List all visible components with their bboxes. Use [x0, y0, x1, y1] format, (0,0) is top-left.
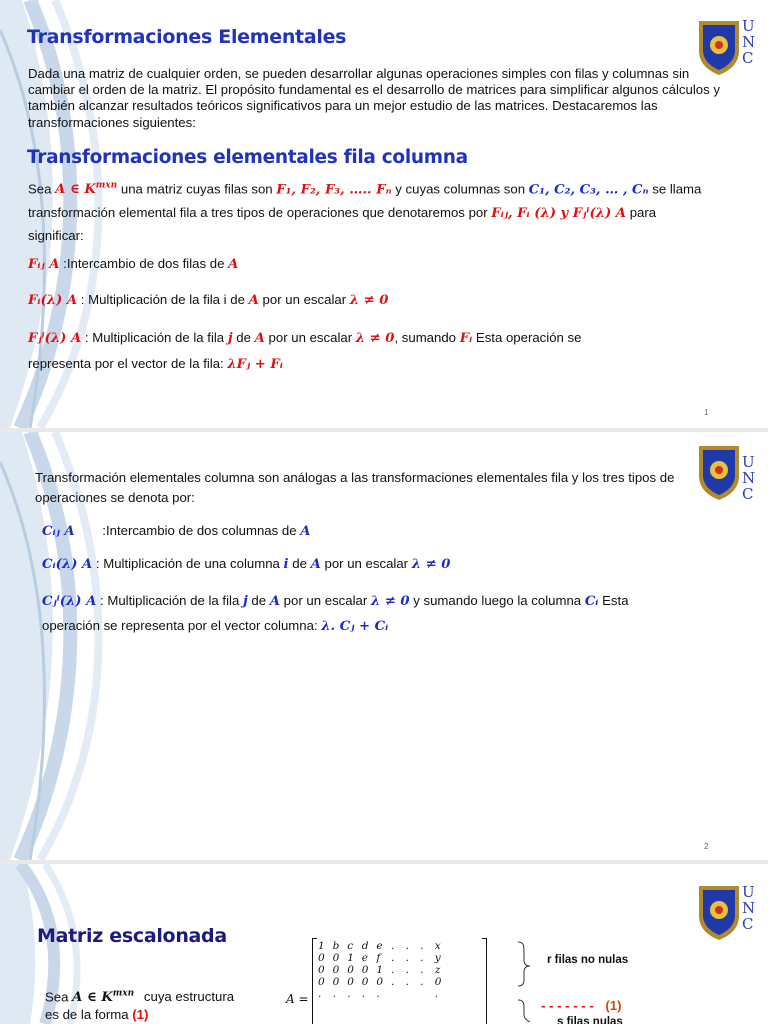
column-operation-3-line-2: operación se representa por el vector columna: λ. Cⱼ + Cᵢ: [42, 618, 389, 634]
row-operation-2: Fᵢ(λ) A : Multiplicación de la fila i de A por un escalar λ ≠ 0: [28, 292, 389, 308]
unc-seal-icon: [697, 882, 741, 940]
column-operation-2: Cᵢ(λ) A : Multiplicación de una columna i de A por un escalar λ ≠ 0: [42, 556, 451, 572]
column-operation-3: Cⱼⁱ(λ) A : Multiplicación de la fila j de A por un escalar λ ≠ 0 y sumando luego la columna Cᵢ Esta: [42, 593, 629, 609]
unc-logo-text: U N C: [742, 453, 756, 503]
slide-1: [0, 0, 768, 428]
matrix-row: . . . . . .: [318, 988, 439, 1000]
page-number: 1: [704, 408, 709, 417]
reference-dashes: - - - - - - - (1): [541, 998, 622, 1013]
matrix-label: A =: [286, 992, 309, 1006]
page-number: 2: [704, 842, 709, 851]
definition-line-1: Sea A ∈ $K^{mxn}$ cuya estructura: [45, 989, 235, 1006]
row-operation-3-line-2: representa por el vector de la fila: λFⱼ + Fᵢ: [28, 356, 283, 372]
matrix-body: [318, 940, 449, 1000]
nonzero-rows-label: r filas no nulas: [547, 954, 629, 966]
definition-line-3: significar:: [28, 228, 84, 243]
column-intro-paragraph: Transformación elementales columna son análogas a las transformaciones elementales fila y los tres tipos de operaciones se denota por:: [35, 470, 675, 505]
unc-logo-text: U N C: [742, 883, 756, 933]
matrix-row: 0 0 1 e f . . . y: [318, 952, 441, 964]
matrix-row: 0 0 0 0 0 . . . 0: [318, 976, 442, 988]
section-subtitle: Transformaciones elementales fila columna: [27, 147, 468, 168]
row-operation-1: Fᵢⱼ A :Intercambio de dos filas de A: [28, 256, 239, 272]
unc-logo-text: U N C: [742, 17, 756, 67]
matrix-row: 0 0 0 0 1 . . . z: [318, 964, 441, 976]
slide-2: [0, 432, 768, 860]
definition-line-2: transformación elemental fila a tres tipos de operaciones que denotaremos por Fᵢⱼ, Fᵢ (λ) y Fⱼⁱ(λ) A para: [28, 205, 657, 221]
zero-rows-label: s filas nulas: [557, 1016, 623, 1024]
matrix-row: 1 b c d e . . . x: [318, 940, 441, 952]
brace-icon: [516, 940, 532, 1024]
definition-line-2: es de la forma (1): [45, 1007, 149, 1022]
row-operation-3: Fⱼⁱ(λ) A : Multiplicación de la fila j de A por un escalar λ ≠ 0, sumando Fᵢ Esta operación se: [28, 330, 582, 346]
matrix-right-bracket: [482, 938, 487, 1024]
matrix-left-bracket: [312, 938, 317, 1024]
slide-title: Transformaciones Elementales: [27, 26, 347, 48]
intro-paragraph: Dada una matriz de cualquier orden, se pueden desarrollar algunas operaciones simples con filas y columnas sin cambiar el orden de la matriz. El propósito fundamental es el desarrollo de matrices para simplificar algunos cálculos y también alcanzar resultados teóricos significativos para un mejor estudio de las matrices. Destacaremos las transformaciones siguientes:: [28, 66, 720, 130]
slide-3: [0, 864, 768, 1024]
definition-line-1: Sea A ∈ $K^{mxn}$ una matriz cuyas filas son F₁, F₂, F₃, ….. Fₙ y cuyas columnas son C₁, C₂, C₃, … , Cₙ se llama: [28, 181, 702, 198]
slide-title: Matriz escalonada: [37, 925, 227, 947]
column-operation-1: Cᵢⱼ A :Intercambio de dos columnas de A: [42, 523, 311, 539]
